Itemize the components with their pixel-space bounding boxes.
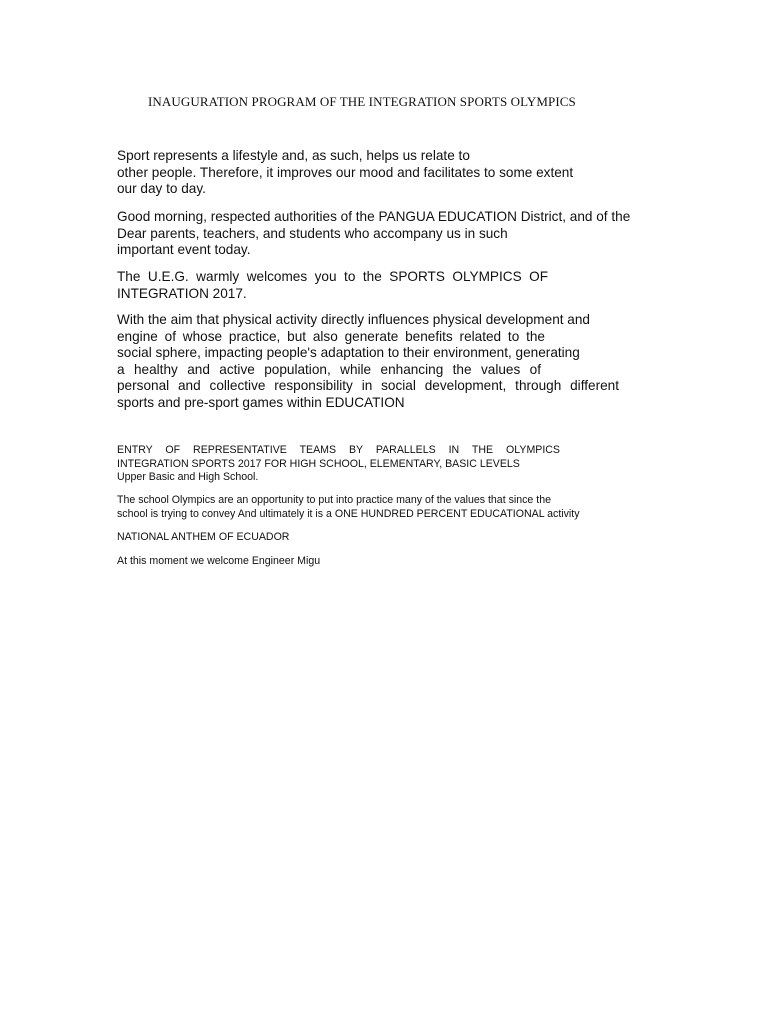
paragraph-line: sports and pre-sport games within EDUCATION	[117, 394, 405, 410]
paragraph-line: personal and collective responsibility in social development, through different	[117, 378, 619, 394]
paragraph-line: Sport represents a lifestyle and, as such, helps us relate to	[117, 148, 470, 163]
paragraph-line: our day to day.	[117, 181, 206, 197]
paragraph-line: important event today.	[117, 242, 251, 258]
program-welcome-engineer	[117, 555, 417, 569]
paragraph-line: The U.E.G. warmly welcomes you to the SPORTS OLYMPICS OF	[117, 269, 548, 284]
paragraph-line: NATIONAL ANTHEM OF ECUADOR	[117, 531, 290, 543]
paragraph-greeting	[117, 209, 651, 259]
paragraph-intro	[117, 148, 617, 198]
paragraph-line: At this moment we welcome Engineer Migu	[117, 555, 321, 567]
paragraph-line: a healthy and active population, while enhancing the values of	[117, 361, 541, 377]
paragraph-line: INTEGRATION SPORTS 2017 FOR HIGH SCHOOL, ELEMENTARY, BASIC LEVELS	[117, 457, 520, 470]
program-national-anthem	[117, 531, 417, 545]
paragraph-welcome	[117, 269, 548, 302]
paragraph-line: ENTRY OF REPRESENTATIVE TEAMS BY PARALLELS IN THE OLYMPICS	[117, 444, 560, 456]
paragraph-aim	[117, 312, 619, 412]
paragraph-line: The school Olympics are an opportunity to put into practice many of the values that since the	[117, 494, 551, 506]
paragraph-line: engine of whose practice, but also generate benefits related to the	[117, 328, 545, 344]
paragraph-line: other people. Therefore, it improves our mood and facilitates to some extent	[117, 164, 574, 180]
program-olympics-values	[117, 494, 617, 521]
paragraph-line: Upper Basic and High School.	[117, 471, 259, 484]
program-entry-teams	[117, 444, 560, 485]
paragraph-line: school is trying to convey And ultimately it is a ONE HUNDRED PERCENT EDUCATIONAL activity	[117, 507, 580, 520]
paragraph-line: Good morning, respected authorities of the PANGUA EDUCATION District, and of the	[117, 209, 631, 224]
paragraph-line: With the aim that physical activity directly influences physical development and	[117, 312, 590, 327]
paragraph-line: Dear parents, teachers, and students who accompany us in such	[117, 225, 508, 241]
document-title: INAUGURATION PROGRAM OF THE INTEGRATION SPORTS OLYMPICS	[148, 94, 576, 109]
paragraph-line: social sphere, impacting people's adaptation to their environment, generating	[117, 345, 580, 361]
paragraph-line: INTEGRATION 2017.	[117, 285, 247, 301]
